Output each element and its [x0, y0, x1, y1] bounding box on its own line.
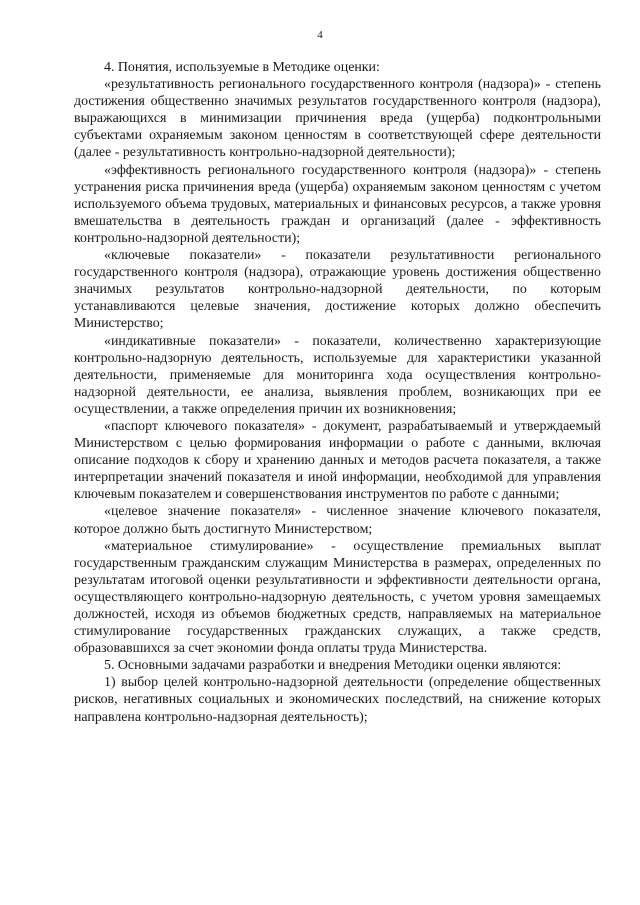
paragraph-item-5-heading: 5. Основными задачами разработки и внедрения Методики оценки являются: — [104, 658, 562, 674]
paragraph-item-4-heading: 4. Понятия, используемые в Методике оценки: — [104, 60, 380, 75]
paragraph-definition-stimulation: «материальное стимулирование» - осуществление премиальных выплат государственным гражданским служащим Министерства в размерах, определенных по результатам итоговой оценки результативности и эффективности деятельности органа, осуществляющего контрольно-надзорную деятельность, с учетом уровня замещаемых должностей, исходя из объемов бюджетных средств, направляемых на материальное стимулирование государственных гражданских служащих, а также средств, образовавшихся за счет экономии фонда оплаты труда Министерства. — [74, 538, 601, 657]
page-number: 4 — [317, 29, 323, 41]
paragraph-definition-passport: «паспорт ключевого показателя» - документ, разрабатываемый и утверждаемый Министерством с целью формирования информации о работе с данными, включая описание подходов к сбору и хранению данных и методов расчета показателя, а также интерпретации значений показателя и иной информации, необходимой для управления ключевым показателем и совершенствования инструментов по работе с данными; — [74, 418, 601, 503]
paragraph-definition-key-indicators: «ключевые показатели» - показатели результативности регионального государственного контроля (надзора), отражающие уровень достижения общественно значимых результатов контрольно-надзорной деятельности, по которым устанавливаются целевые значения, достижение которых должно обеспечить Министерство; — [74, 248, 601, 332]
paragraph-task-1: 1) выбор целей контрольно-надзорной деятельности (определение общественных рисков, негативных социальных и экономических последствий, на снижение которых направлена контрольно-надзорная деятельность); — [74, 675, 601, 725]
paragraph-definition-target-value: «целевое значение показателя» - численное значение ключевого показателя, которое должно быть достигнуто Министерством; — [74, 504, 601, 537]
paragraph-definition-indicative-indicators: «индикативные показатели» - показатели, количественно характеризующие контрольно-надзорную деятельность, используемые для характеристики указанной деятельности, применяемые для мониторинга хода осуществления контрольно-надзорной деятельности, ее анализа, выявления проблем, возникающих при ее осуществлении, а также определения причин их возникновения; — [74, 333, 601, 417]
paragraph-definition-effectiveness-result: «результативность регионального государственного контроля (надзора)» - степень достижения общественно значимых результатов государственного контроля (надзора), выражающихся в минимизации причинения вреда (ущерба) подконтрольными субъектами охраняемым законом ценностям в соответствующей сфере деятельности (далее - результативность контрольно-надзорной деятельности); — [74, 77, 601, 161]
document-body — [74, 59, 601, 726]
paragraph-definition-efficiency: «эффективность регионального государственного контроля (надзора)» - степень устранения риска причинения вреда (ущерба) охраняемым законом ценностям с учетом используемого объема трудовых, материальных и финансовых ресурсов, а также уровня вмешательства в деятельность граждан и организаций (далее - эффективность контрольно-надзорной деятельности); — [74, 162, 601, 246]
